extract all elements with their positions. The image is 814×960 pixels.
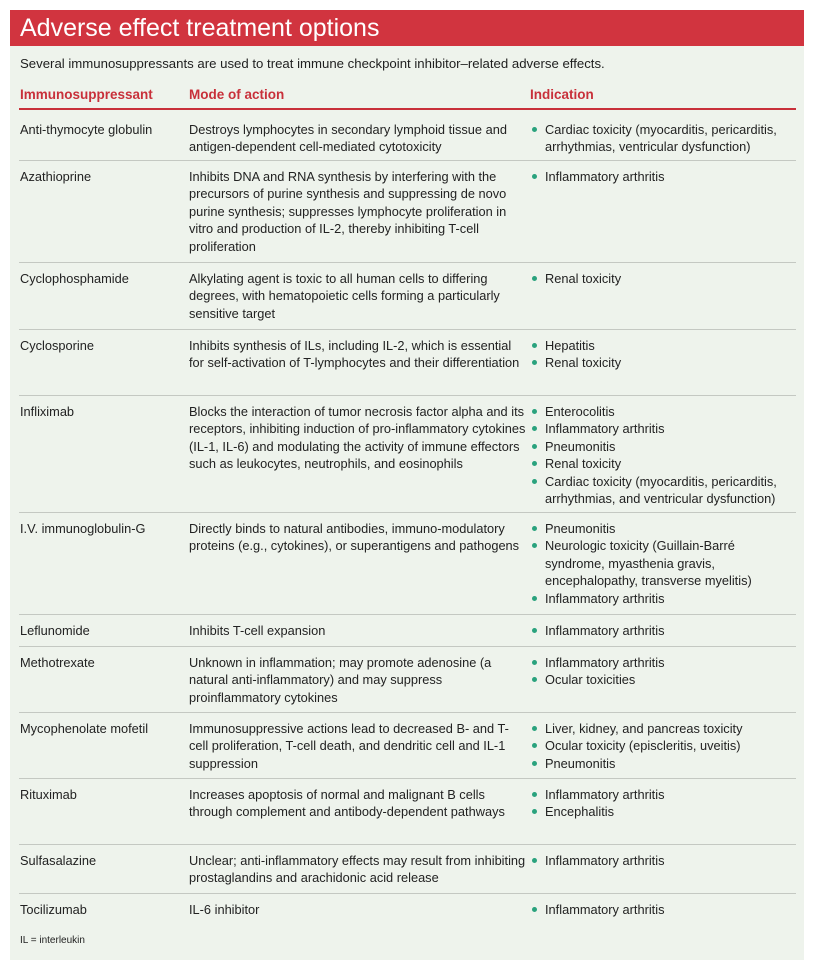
indication-item: Inflammatory arthritis xyxy=(530,901,798,918)
indication-item: Enterocolitis xyxy=(530,403,798,420)
title-bar xyxy=(10,10,804,46)
indication-item: Inflammatory arthritis xyxy=(530,168,798,185)
row-mode-of-action: Blocks the interaction of tumor necrosis factor alpha and its receptors, inhibiting induction of pro-inflammatory cytokines (IL-1, IL-6) and modulating the activity of immune effectors such as leukocytes, neutrophils, and eosinophils xyxy=(189,404,526,472)
row-immunosuppressant: Tocilizumab xyxy=(20,902,87,917)
indication-item: Renal toxicity xyxy=(530,354,798,371)
indication-item: Neurologic toxicity (Guillain-Barré syndrome, myasthenia gravis, encephalopathy, transverse myelitis) xyxy=(530,537,798,589)
row-immunosuppressant: Sulfasalazine xyxy=(20,853,97,868)
indication-item: Renal toxicity xyxy=(530,455,798,472)
row-indication-list xyxy=(530,901,798,918)
indication-item: Inflammatory arthritis xyxy=(530,622,798,639)
row-indication-list xyxy=(530,622,798,639)
footnote: IL = interleukin xyxy=(20,935,85,946)
indication-item: Hepatitis xyxy=(530,337,798,354)
row-divider xyxy=(19,395,796,396)
row-immunosuppressant: Azathioprine xyxy=(20,169,92,184)
row-mode-of-action: Immunosuppressive actions lead to decreased B- and T-cell proliferation, T-cell death, and dendritic cell and IL-1 suppression xyxy=(189,721,509,771)
row-mode-of-action: Alkylating agent is toxic to all human cells to differing degrees, with hematopoietic cells forming a particularly sensitive target xyxy=(189,271,500,321)
row-indication-list xyxy=(530,403,798,507)
indication-item: Pneumonitis xyxy=(530,520,798,537)
row-mode-of-action: Unclear; anti-inflammatory effects may result from inhibiting prostaglandins and arachidonic acid release xyxy=(189,853,526,886)
indication-item: Inflammatory arthritis xyxy=(530,590,798,607)
indication-item: Encephalitis xyxy=(530,803,798,820)
row-mode-of-action: Inhibits T-cell expansion xyxy=(189,623,326,638)
row-indication-list xyxy=(530,720,798,772)
row-immunosuppressant: Mycophenolate mofetil xyxy=(20,721,149,736)
row-divider xyxy=(19,262,796,263)
indication-item: Inflammatory arthritis xyxy=(530,420,798,437)
indication-item: Liver, kidney, and pancreas toxicity xyxy=(530,720,798,737)
row-indication-list xyxy=(530,337,798,372)
row-indication-list xyxy=(530,520,798,607)
row-divider xyxy=(19,614,796,615)
row-divider xyxy=(19,512,796,513)
intro-text: Several immunosuppressants are used to treat immune checkpoint inhibitor–related adverse effects. xyxy=(20,56,605,71)
row-divider xyxy=(19,893,796,894)
row-mode-of-action: Directly binds to natural antibodies, immuno-modulatory proteins (e.g., cytokines), or superantigens and pathogens xyxy=(189,521,520,554)
row-divider xyxy=(19,160,796,161)
row-divider xyxy=(19,778,796,779)
row-mode-of-action: Unknown in inflammation; may promote adenosine (a natural anti-inflammatory) and may suppress proinflammatory cytokines xyxy=(189,655,492,705)
indication-item: Pneumonitis xyxy=(530,438,798,455)
row-indication-list xyxy=(530,786,798,821)
treatment-options-panel xyxy=(10,10,804,960)
row-immunosuppressant: Cyclosporine xyxy=(20,338,94,353)
row-indication-list xyxy=(530,654,798,689)
row-divider xyxy=(19,844,796,845)
header-mode-of-action: Mode of action xyxy=(189,87,285,102)
row-immunosuppressant: Infliximab xyxy=(20,404,75,419)
row-immunosuppressant: Anti-thymocyte globulin xyxy=(20,122,153,137)
row-mode-of-action: Inhibits DNA and RNA synthesis by interfering with the precursors of purine synthesis and suppressing de novo purine synthesis; suppresses lymphocyte proliferation in vitro and production of IL-2, thereby inhibiting T-cell proliferation xyxy=(189,169,507,254)
indication-item: Cardiac toxicity (myocarditis, pericarditis, arrhythmias, ventricular dysfunction) xyxy=(530,121,798,156)
row-mode-of-action: Increases apoptosis of normal and malignant B cells through complement and antibody-dependent pathways xyxy=(189,787,505,820)
row-indication-list xyxy=(530,121,798,156)
row-mode-of-action: Destroys lymphocytes in secondary lymphoid tissue and antigen-dependent cell-mediated cytotoxicity xyxy=(189,122,507,155)
row-divider xyxy=(19,646,796,647)
header-divider xyxy=(19,108,796,110)
row-immunosuppressant: Methotrexate xyxy=(20,655,95,670)
row-mode-of-action: IL-6 inhibitor xyxy=(189,902,260,917)
indication-item: Ocular toxicity (episcleritis, uveitis) xyxy=(530,737,798,754)
indication-item: Inflammatory arthritis xyxy=(530,654,798,671)
row-immunosuppressant: Cyclophosphamide xyxy=(20,271,129,286)
indication-item: Pneumonitis xyxy=(530,755,798,772)
row-indication-list xyxy=(530,270,798,287)
indication-item: Inflammatory arthritis xyxy=(530,786,798,803)
row-mode-of-action: Inhibits synthesis of ILs, including IL-2, which is essential for self-activation of T-lymphocytes and their differentiation xyxy=(189,338,520,371)
row-immunosuppressant: I.V. immunoglobulin-G xyxy=(20,521,146,536)
indication-item: Cardiac toxicity (myocarditis, pericarditis, arrhythmias, and ventricular dysfunction) xyxy=(530,473,798,508)
indication-item: Ocular toxicities xyxy=(530,671,798,688)
row-indication-list xyxy=(530,168,798,185)
header-indication: Indication xyxy=(530,87,594,102)
row-divider xyxy=(19,712,796,713)
row-immunosuppressant: Leflunomide xyxy=(20,623,90,638)
row-indication-list xyxy=(530,852,798,869)
row-divider xyxy=(19,329,796,330)
row-immunosuppressant: Rituximab xyxy=(20,787,77,802)
indication-item: Renal toxicity xyxy=(530,270,798,287)
indication-item: Inflammatory arthritis xyxy=(530,852,798,869)
header-immunosuppressant: Immunosuppressant xyxy=(20,87,153,102)
page-title: Adverse effect treatment options xyxy=(20,14,380,42)
